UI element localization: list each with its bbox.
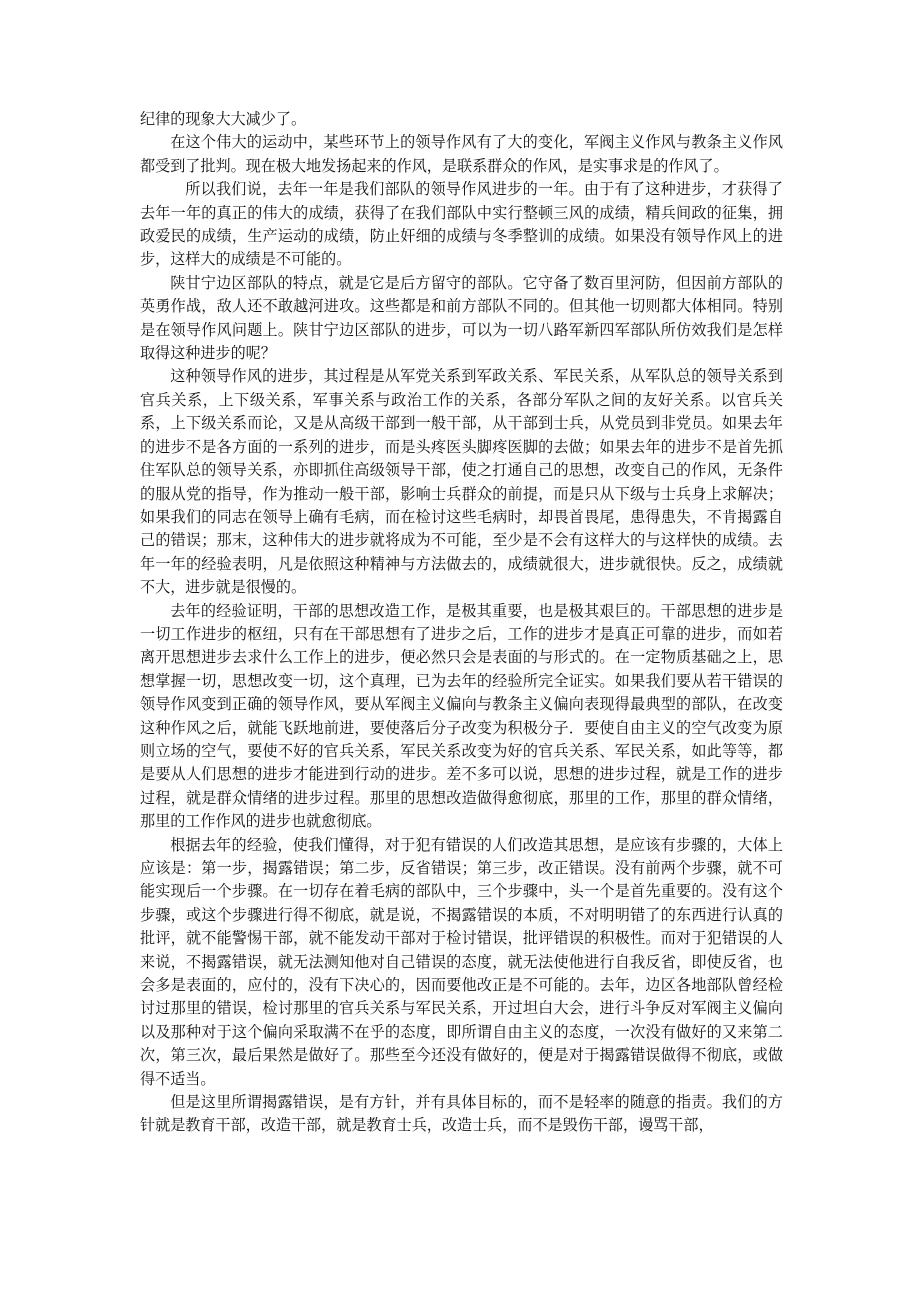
document-body [140,108,783,1138]
paragraph: 陕甘宁边区部队的特点，就是它是后方留守的部队。它守备了数百里河防，但因前方部队的英勇作战，敌人还不敢越河进攻。这些都是和前方部队不同的。但其他一切则都大体相同。特别是在领导作风问题上。陕甘宁边区部队的进步，可以为一切八路军新四军部队所仿效我们是怎样取得这种进步的呢？ [140,273,783,363]
paragraph-continuation: 纪律的现象大大减少了。 [140,110,307,128]
paragraph: 但是这里所谓揭露错误，是有方针，并有具体目标的，而不是轻率的随意的指责。我们的方针就是教育干部，改造干部，就是教育士兵，改造士兵，而不是毁伤干部，谩骂干部， [140,1093,783,1135]
paragraph: 根据去年的经验，使我们懂得，对于犯有错误的人们改造其思想，是应该有步骤的，大体上应该是：第一步，揭露错误；第二步，反省错误；第三步，改正错误。没有前两个步骤，就不可能实现后一个步骤。在一切存在着毛病的部队中，三个步骤中，头一个是首先重要的。没有这个步骤，或这个步骤进行得不彻底，就是说，不揭露错误的本质，不对明明错了的东西进行认真的批评，就不能警惕干部，就不能发动干部对于检讨错误，批评错误的积极性。而对于犯错误的人来说，不揭露错误，就无法测知他对自己错误的态度，就无法使他进行自我反省，即使反省，也会多是表面的，应付的，没有下决心的，因而要他改正是不可能的。去年，边区各地部队曾经检讨过那里的错误，检讨那里的官兵关系与军民关系，开过坦白大会，进行斗争反对军阀主义偏向以及那种对于这个偏向采取满不在乎的态度，即所谓自由主义的态度，一次没有做好的又来第二次，第三次，最后果然是做好了。那些至今还没有做好的，便是对于揭露错误做得不彻底，或做得不适当。 [140,835,783,1088]
paragraph: 这种领导作风的进步，其过程是从军党关系到军政关系、军民关系，从军队总的领导关系到官兵关系，上下级关系，军事关系与政治工作的关系，各部分军队之间的友好关系。以官兵关系，上下级关系而论，又是从高级干部到一般干部，从干部到士兵，从党员到非党员。如果去年的进步不是各方面的一系列的进步，而是头疼医头脚疼医脚的去做；如果去年的进步不是首先抓住军队总的领导关系，亦即抓住高级领导干部，使之打通自己的思想，改变自己的作风，无条件的服从党的指导，作为推动一般干部，影响士兵群众的前提，而是只从下级与士兵身上求解决；如果我们的同志在领导上确有毛病，而在检讨这些毛病时，却畏首畏尾，患得患失，不肯揭露自己的错误；那末，这种伟大的进步就将成为不可能，至少是不会有这样大的与这样快的成绩。去年一年的经验表明，凡是依照这种精神与方法做去的，成绩就很大，进步就很快。反之，成绩就不大，进步就是很慢的。 [140,367,783,597]
paragraph: 所以我们说，去年一年是我们部队的领导作风进步的一年。由于有了这种进步，才获得了去年一年的真正的伟大的成绩，获得了在我们部队中实行整顿三风的成绩，精兵间政的征集，拥政爱民的成绩，生产运动的成绩，防止奸细的成绩与冬季整训的成绩。如果没有领导作风上的进步，这样大的成绩是不可能的。 [140,180,783,269]
paragraph: 去年的经验证明，干部的思想改造工作，是极其重要，也是极其艰巨的。干部思想的进步是一切工作进步的枢纽，只有在干部思想有了进步之后，工作的进步才是真正可靠的进步，而如若离开思想进步去求什么工作上的进步，便必然只会是表面的与形式的。在一定物质基础之上，思想掌握一切，思想改变一切，这个真理，已为去年的经验所完全证实。如果我们要从若干错误的领导作风变到正确的领导作风，要从军阀主义偏向与教条主义偏向表现得最典型的部队，在改变这种作风之后，就能飞跃地前进，要使落后分子改变为积极分子．要使自由主义的空气改变为原则立场的空气，要使不好的官兵关系，军民关系改变为好的官兵关系、军民关系，如此等等，都是要从人们思想的进步才能进到行动的进步。差不多可以说，思想的进步过程，就是工作的进步过程，就是群众情绪的进步过程。那里的思想改造做得愈彻底，那里的工作，那里的群众情绪，那里的工作作风的进步也就愈彻底。 [140,601,783,831]
paragraph: 在这个伟大的运动中，某些环节上的领导作风有了大的变化，军阀主义作风与教条主义作风都受到了批判。现在极大地发扬起来的作风，是联系群众的作风，是实事求是的作风了。 [140,133,783,175]
